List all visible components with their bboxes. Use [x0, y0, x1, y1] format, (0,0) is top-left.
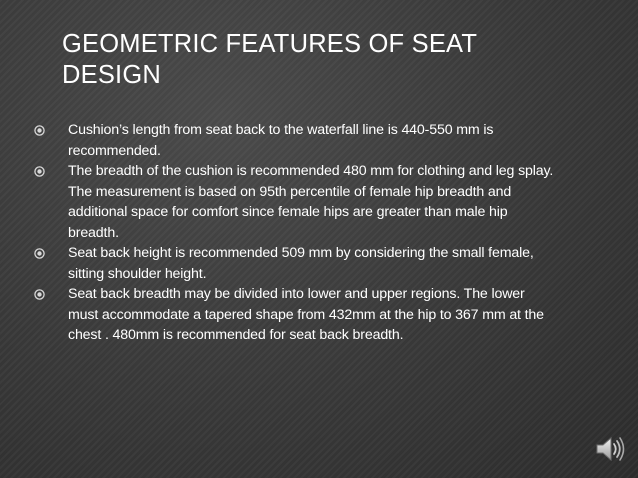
bullet-text: Seat back breadth may be divided into lower and upper regions. The lower must accommodate a tapered shape from 432mm at the hip to 367 mm at the chest . 480mm is recommended for seat back breadth. — [68, 286, 544, 343]
bullet-list — [34, 120, 554, 346]
bullet-item — [34, 120, 554, 161]
bullet-item — [34, 243, 554, 284]
bullet-item — [34, 161, 554, 243]
circle-bullet-icon — [34, 289, 45, 300]
circle-bullet-icon — [34, 166, 45, 177]
circle-bullet-icon — [34, 125, 45, 136]
slide-title: GEOMETRIC FEATURES OF SEAT DESIGN — [62, 30, 477, 89]
bullet-text: The breadth of the cushion is recommended 480 mm for clothing and leg splay. The measurement is based on 95th percentile of female hip breadth and additional space for comfort since female hips are greater than male hip breadth. — [68, 163, 554, 241]
speaker-icon[interactable] — [594, 433, 626, 465]
bullet-text: Cushion’s length from seat back to the waterfall line is 440-550 mm is recommended. — [68, 122, 494, 159]
bullet-item — [34, 284, 554, 346]
bullet-text: Seat back height is recommended 509 mm by considering the small female, sitting shoulder height. — [68, 245, 534, 282]
circle-bullet-icon — [34, 248, 45, 259]
